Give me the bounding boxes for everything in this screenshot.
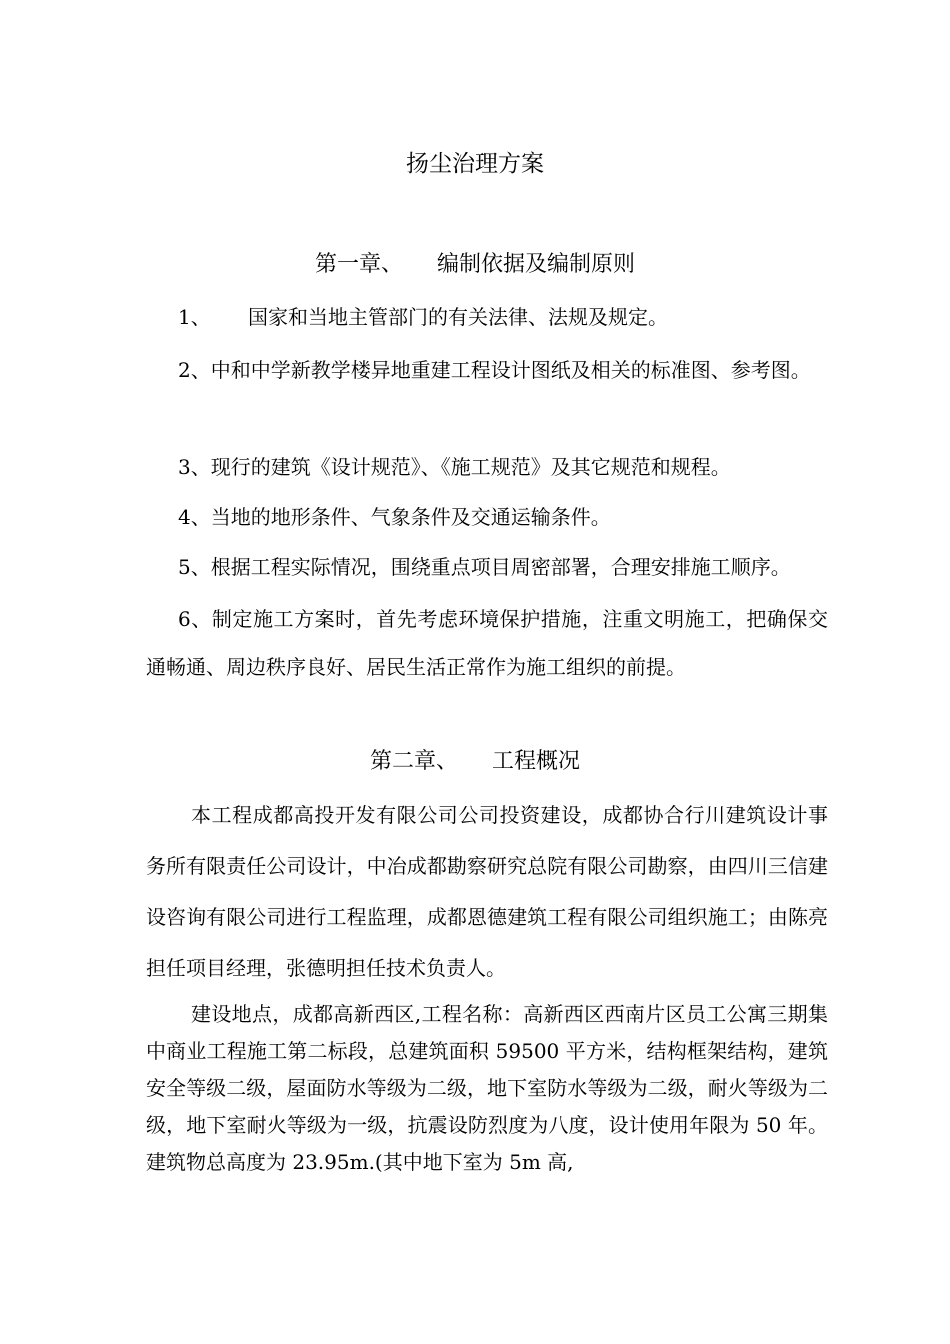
paragraph: 本工程成都高投开发有限公司公司投资建设，成都协合行川建筑设计事务所有限责任公司设计，中冶成都勘察研究总院有限公司勘察，由四川三信建设咨询有限公司进行工程监理，成都恩德建筑工程有限公司组织施工；由陈亮担任项目经理，张德明担任技术负责人。 xyxy=(146,803,828,980)
list-item xyxy=(178,299,828,335)
chapter-1-title: 编制依据及编制原则 xyxy=(437,252,636,277)
list-item-number: 1、 xyxy=(178,305,211,329)
paragraph: 建设地点，成都高新西区,工程名称：高新西区西南片区员工公寓三期集中商业工程施工第二标段，总建筑面积 59500 平方米，结构框架结构，建筑安全等级二级，屋面防水等级为二级，地下室防水等级为二级，耐火等级为二级，地下室耐火等级为一级，抗震设防烈度为八度，设计使用年限为 50 年。建筑物总高度为 23.95m.(其中地下室为 5m 高, xyxy=(146,1002,828,1174)
chapter-2-title: 工程概况 xyxy=(492,749,581,774)
chapter-2-heading xyxy=(0,745,950,779)
list-item: 6、制定施工方案时，首先考虑环境保护措施，注重文明施工，把确保交通畅通、周边秩序良好、居民生活正常作为施工组织的前提。 xyxy=(146,607,828,679)
chapter-2-number: 第二章、 xyxy=(369,749,458,774)
list-item: 2、中和中学新教学楼异地重建工程设计图纸及相关的标准图、参考图。 xyxy=(178,358,811,382)
list-item: 5、根据工程实际情况，围绕重点项目周密部署，合理安排施工顺序。 xyxy=(178,555,791,579)
chapter-1-heading xyxy=(0,248,950,282)
list-item-text: 国家和当地主管部门的有关法律、法规及规定。 xyxy=(248,305,668,329)
chapter-1-number: 第一章、 xyxy=(314,252,403,277)
list-item: 3、现行的建筑《设计规范》、《施工规范》及其它规范和规程。 xyxy=(178,455,731,479)
list-item: 4、当地的地形条件、气象条件及交通运输条件。 xyxy=(178,505,611,529)
document-title: 扬尘治理方案 xyxy=(406,151,544,177)
